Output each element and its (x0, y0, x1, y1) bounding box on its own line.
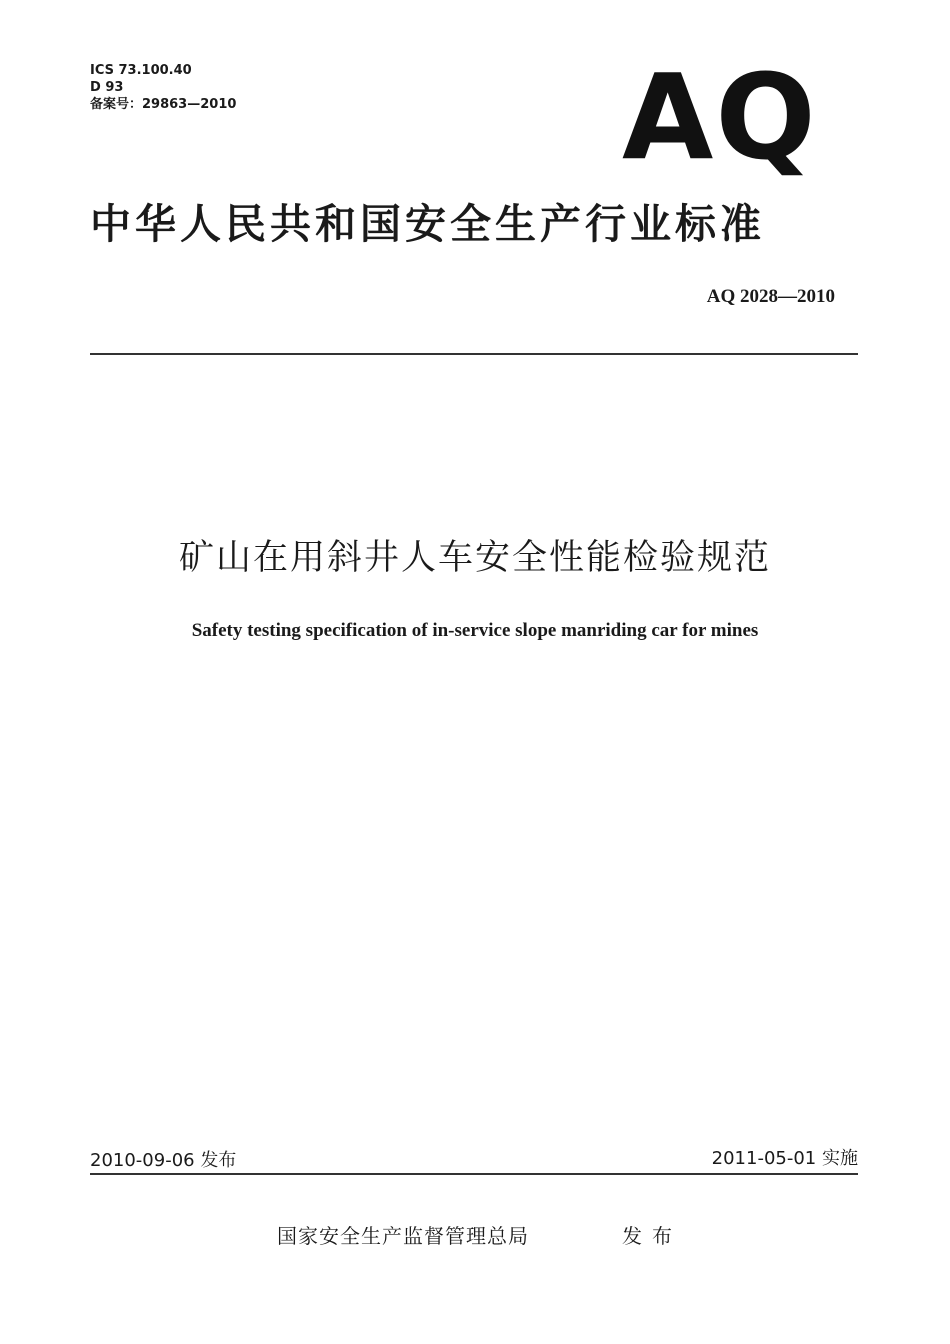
standard-category-title: 中华人民共和国安全生产行业标准 (90, 200, 765, 248)
classification-block (90, 62, 236, 113)
ics-code: ICS 73.100.40 (90, 63, 192, 78)
document-title-chinese: 矿山在用斜井人车安全性能检验规范 (178, 538, 771, 578)
bottom-divider (90, 1173, 858, 1175)
release-date: 2010-09-06 发布 (90, 1150, 237, 1171)
filing-number: 备案号：29863—2010 (90, 97, 237, 112)
document-title-english: Safety testing specification of in-service slope manriding car for mines (191, 620, 759, 641)
issuing-authority: 国家安全生产监督管理总局 (277, 1224, 529, 1248)
aq-logo: AQ (622, 48, 818, 186)
implementation-date: 2011-05-01 实施 (711, 1148, 858, 1169)
issue-label: 发布 (622, 1224, 682, 1248)
standard-number: AQ 2028—2010 (706, 286, 835, 307)
ccs-code: D 93 (90, 80, 124, 95)
top-divider (90, 353, 858, 355)
